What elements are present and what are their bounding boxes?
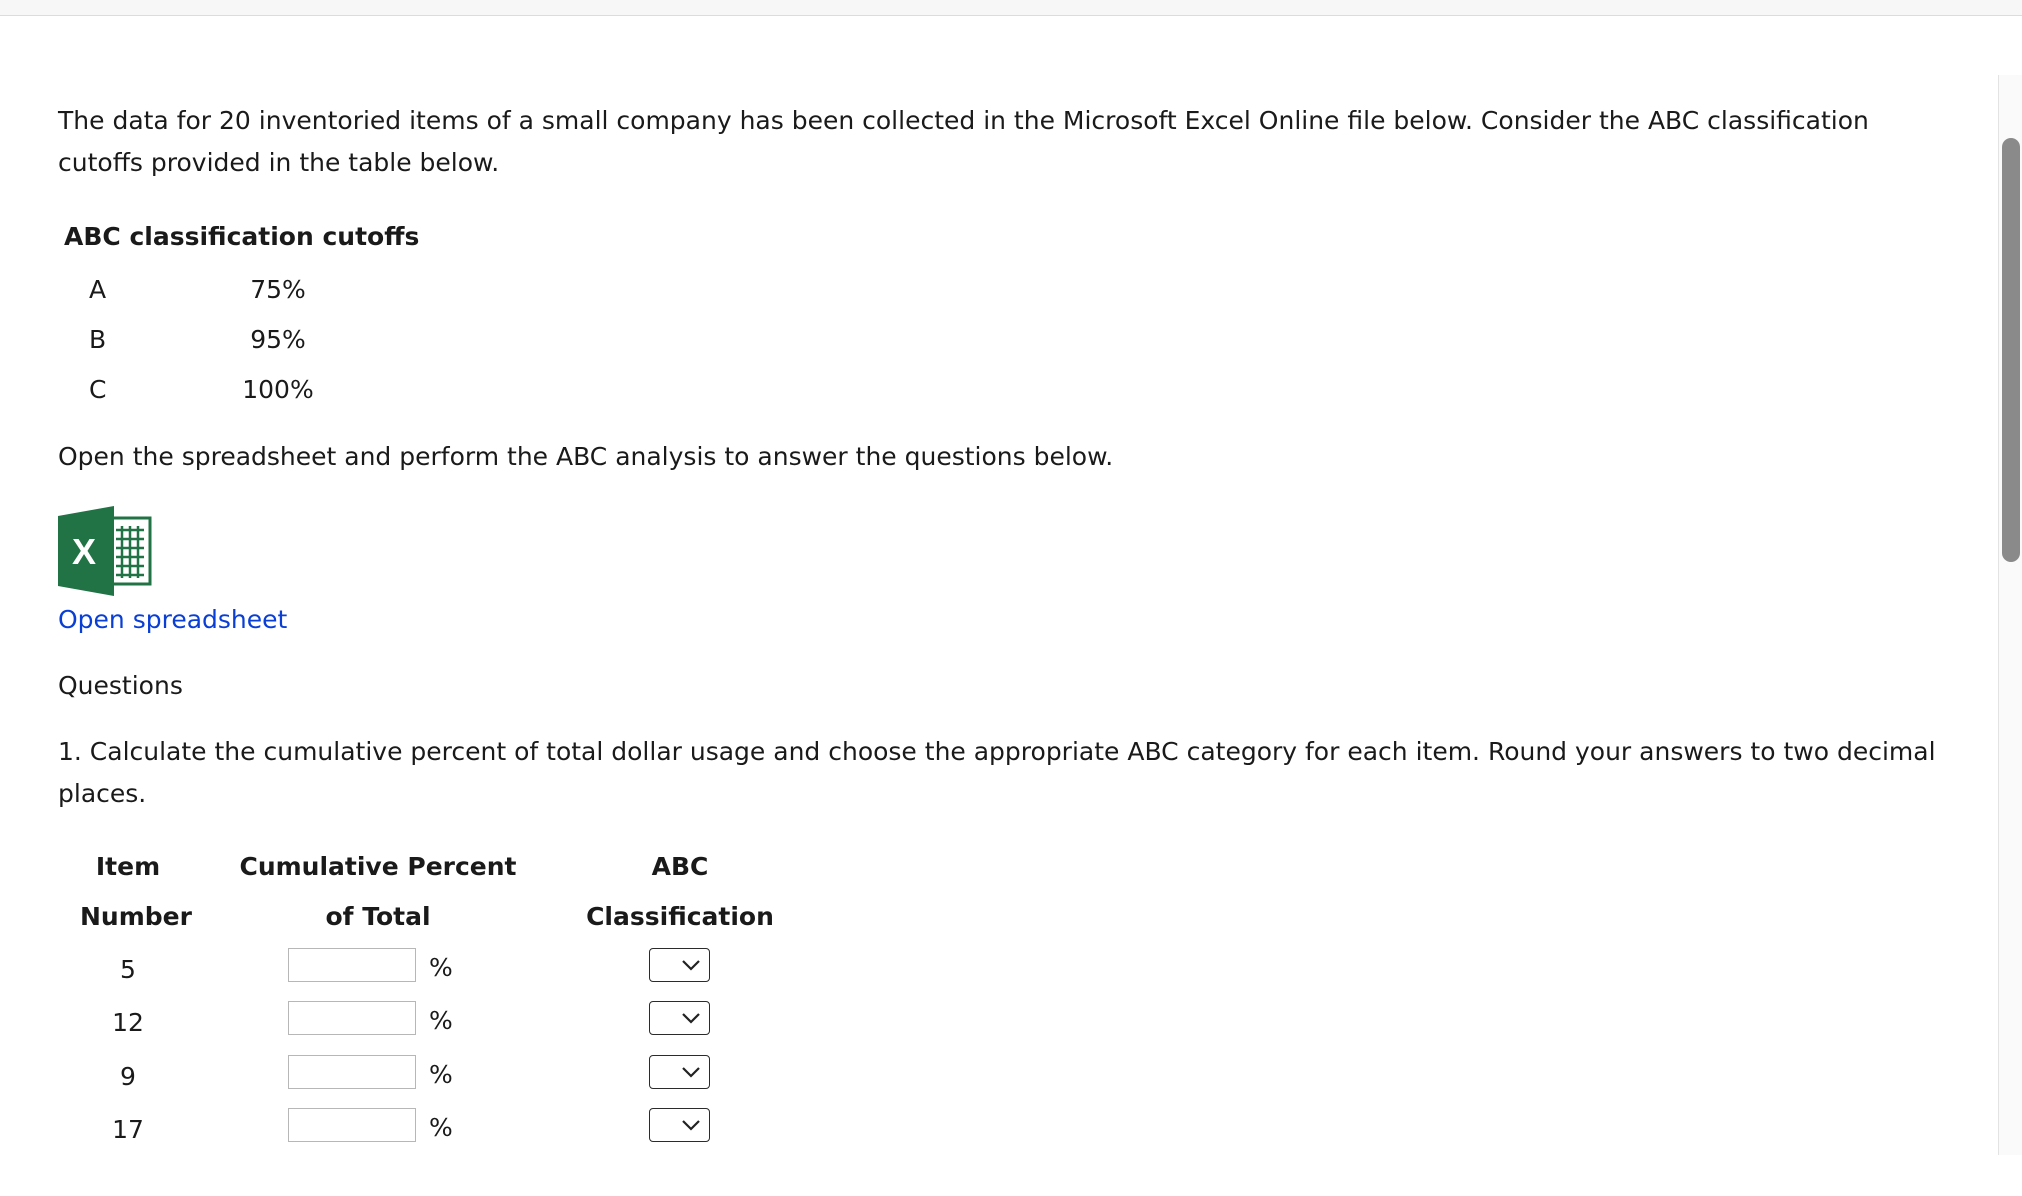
header-classification: Classification [586, 902, 774, 931]
header-abc: ABC [651, 852, 709, 881]
abc-classification-select[interactable] [649, 1001, 710, 1035]
cumulative-percent-input[interactable] [288, 1001, 416, 1035]
chevron-down-icon [681, 958, 701, 972]
cutoffs-title: ABC classification cutoffs [64, 222, 420, 251]
cutoff-value: 75% [250, 275, 306, 304]
chevron-down-icon [681, 1118, 701, 1132]
percent-sign: % [429, 1006, 453, 1035]
open-spreadsheet-link[interactable]: Open spreadsheet [58, 605, 288, 634]
open-instructions: Open the spreadsheet and perform the ABC analysis to answer the questions below. [58, 442, 1114, 471]
header-number: Number [80, 902, 192, 931]
item-number: 17 [112, 1115, 144, 1144]
chevron-down-icon [681, 1065, 701, 1079]
cutoff-class: B [89, 325, 107, 354]
abc-classification-select[interactable] [649, 1055, 710, 1089]
main-content [58, 100, 1958, 1144]
header-cumulative: Cumulative Percent [239, 852, 517, 881]
scrollbar-thumb[interactable] [2002, 138, 2020, 562]
cumulative-percent-input[interactable] [288, 1055, 416, 1089]
header-item: Item [95, 852, 161, 881]
top-border [0, 0, 2022, 16]
svg-text:X: X [71, 531, 97, 572]
chevron-down-icon [681, 1011, 701, 1025]
abc-classification-select[interactable] [649, 948, 710, 982]
intro-text: The data for 20 inventoried items of a small company has been collected in the Microsoft Excel Online file below. Consider the ABC classification cutoffs provided in the table below. [58, 106, 1869, 177]
cutoff-value: 100% [242, 375, 314, 404]
item-number: 12 [112, 1008, 144, 1037]
cumulative-percent-input[interactable] [288, 948, 416, 982]
cutoff-class: C [89, 375, 107, 404]
item-number: 5 [120, 955, 136, 984]
cutoff-value: 95% [250, 325, 306, 354]
item-number: 9 [120, 1062, 136, 1091]
cumulative-percent-input[interactable] [288, 1108, 416, 1142]
questions-heading: Questions [58, 671, 183, 700]
abc-classification-select[interactable] [649, 1108, 710, 1142]
excel-icon[interactable] [58, 506, 154, 596]
percent-sign: % [429, 1060, 453, 1089]
percent-sign: % [429, 953, 453, 982]
percent-sign: % [429, 1113, 453, 1142]
header-of-total: of Total [325, 902, 431, 931]
cutoff-class: A [89, 275, 107, 304]
question-1-text: 1. Calculate the cumulative percent of total dollar usage and choose the appropriate ABC category for each item. Round your answers to two decimal places. [58, 737, 1936, 808]
